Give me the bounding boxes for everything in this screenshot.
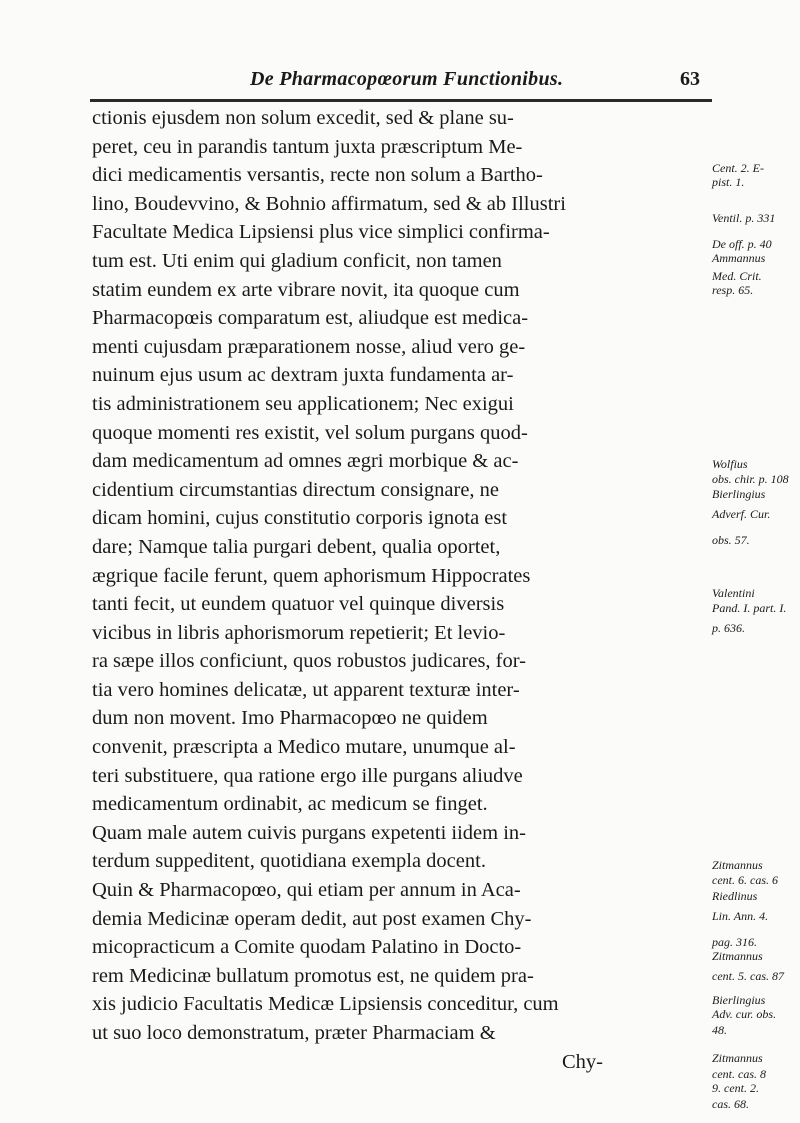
text-line: dare; Namque talia purgari debent, qualia oportet, <box>92 535 501 558</box>
margin-note: Zitmannus <box>712 949 763 963</box>
margin-note: p. 636. <box>712 621 745 635</box>
text-line: tum est. Uti enim qui gladium conficit, non tamen <box>92 249 502 272</box>
margin-note: Ammannus <box>712 251 766 265</box>
page-number: 63 <box>680 68 700 90</box>
margin-note: Ventil. p. 331 <box>712 211 776 225</box>
text-line: menti cujusdam præparationem nosse, aliud vero ge- <box>92 335 526 358</box>
margin-note: Pand. I. part. I. <box>712 601 787 615</box>
text-line: ctionis ejusdem non solum excedit, sed & plane su- <box>92 107 514 129</box>
margin-note: cent. 5. cas. 87 <box>712 969 784 983</box>
text-line: terdum suppeditent, quotidiana exempla docent. <box>92 850 486 873</box>
margin-note: Cent. 2. E- <box>712 161 764 175</box>
text-line: micopracticum a Comite quodam Palatino in Docto- <box>92 936 522 959</box>
margin-note: pist. 1. <box>712 175 745 189</box>
margin-note: Adv. cur. obs. <box>712 1007 777 1021</box>
margin-note: cent. 6. cas. 6 <box>712 873 778 887</box>
text-line: teri substituere, qua ratione ergo ille purgans aliudve <box>92 764 523 787</box>
text-line: quoque momenti res existit, vel solum purgans quod- <box>92 421 528 444</box>
main-text-block <box>92 104 710 1076</box>
text-line: tia vero homines delicatæ, ut apparent texturæ inter- <box>92 678 520 701</box>
margin-note: 48. <box>712 1023 727 1037</box>
text-line: lino, Boudevvino, & Bohnio affirmatum, sed & ab Illustri <box>92 192 566 215</box>
text-line: Quin & Pharmacopœo, qui etiam per annum in Aca- <box>92 879 521 902</box>
margin-note: cas. 68. <box>712 1097 749 1111</box>
text-line: xis judicio Facultatis Medicæ Lipsiensis conceditur, cum <box>92 993 559 1016</box>
text-line: Quam male autem cuivis purgans expetenti iidem in- <box>92 821 526 844</box>
margin-note: De off. p. 40 <box>712 237 772 251</box>
margin-note: Zitmannus <box>712 1051 763 1065</box>
text-line: rem Medicinæ bullatum promotus est, ne quidem pra- <box>92 964 534 987</box>
margin-note: 9. cent. 2. <box>712 1081 759 1095</box>
text-line: nuinum ejus usum ac dextram juxta fundamenta ar- <box>92 364 514 387</box>
text-line: tis administrationem seu applicationem; Nec exigui <box>92 392 514 415</box>
running-head <box>90 68 700 96</box>
text-line: dicam homini, cujus constitutio corporis ignota est <box>92 507 508 530</box>
margin-note: pag. 316. <box>712 935 757 949</box>
text-line: convenit, præscripta a Medico mutare, unumque al- <box>92 736 516 759</box>
margin-note: Bierlingius <box>712 993 766 1007</box>
text-line: ra sæpe illos conficiunt, quos robustos judicares, for- <box>92 650 526 673</box>
margin-note: Zitmannus <box>712 858 763 872</box>
margin-note: Bierlingius <box>712 487 766 501</box>
text-line: Pharmacopœis comparatum est, aliudque est medica- <box>92 307 529 330</box>
margin-note: Wolfius <box>712 457 748 471</box>
text-line: demia Medicinæ operam dedit, aut post examen Chy- <box>92 907 532 930</box>
catchword: Chy- <box>562 1050 603 1073</box>
margin-note: obs. 57. <box>712 533 750 547</box>
margin-note: Riedlinus <box>712 889 758 903</box>
margin-note: Lin. Ann. 4. <box>712 909 769 923</box>
margin-note: cent. cas. 8 <box>712 1067 766 1081</box>
header-rule <box>90 99 712 102</box>
margin-note: resp. 65. <box>712 283 754 297</box>
text-line: medicamentum ordinabit, ac medicum se finget. <box>92 793 488 816</box>
text-line: Facultate Medica Lipsiensi plus vice simplici confirma- <box>92 221 550 244</box>
text-line: statim eundem ex arte vibrare novit, ita quoque cum <box>92 278 520 301</box>
text-line: ægrique facile ferunt, quem aphorismum Hippocrates <box>92 564 531 587</box>
margin-note: obs. chir. p. 108 <box>712 472 789 486</box>
text-line: ut suo loco demonstratum, præter Pharmaciam & <box>92 1022 496 1044</box>
running-title: De Pharmacopœorum Functionibus. <box>250 68 564 90</box>
text-line: dici medicamentis versantis, recte non solum a Bartho- <box>92 164 543 187</box>
text-line: vicibus in libris aphorismorum repetierit; Et levio- <box>92 621 506 644</box>
text-line: tanti fecit, ut eundem quatuor vel quinque diversis <box>92 593 505 616</box>
text-line: peret, ceu in parandis tantum juxta præscriptum Me- <box>92 135 523 158</box>
text-line: dam medicamentum ad omnes ægri morbique & ac- <box>92 450 519 473</box>
text-line: dum non movent. Imo Pharmacopœo ne quidem <box>92 707 488 730</box>
margin-note: Med. Crit. <box>712 269 762 283</box>
margin-note: Valentini <box>712 586 755 600</box>
text-line: cidentium circumstantias directum consignare, ne <box>92 478 500 501</box>
margin-note: Adverf. Cur. <box>712 507 771 521</box>
